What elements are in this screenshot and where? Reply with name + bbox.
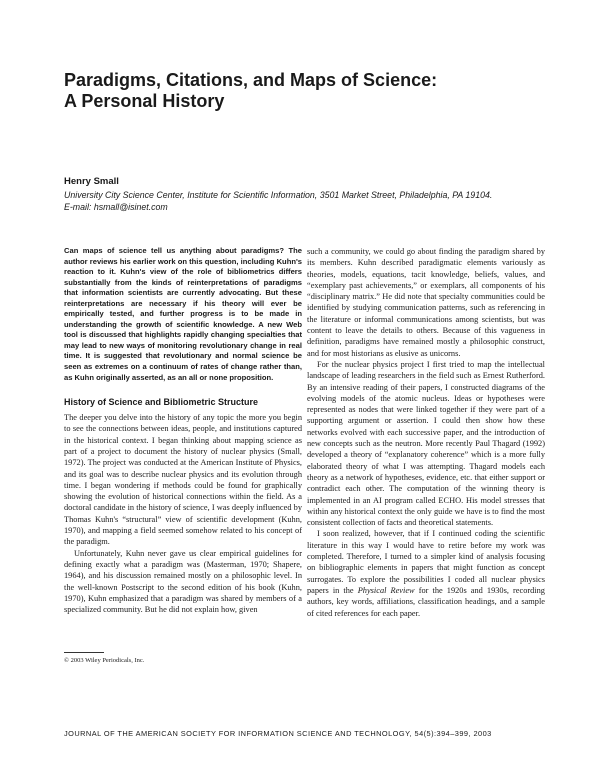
paragraph: such a community, we could go about finding the paradigm shared by its members. Kuhn described paradigmatic elements variously as theories, models, equations, tacit knowledge, beliefs, values, and “exemplary past achievements,” or exemplars, all components of his “disciplinary matrix.” He did note that specialty communities could be identified by studying communication patterns, such as referencing in the literature or informal communications among scientists, but was content to leave the details to others. Because of this vagueness in definition, paradigms have remained mostly a philosophic construct, and for most historians as elusive as unicorns. [307, 247, 545, 358]
paragraph: Unfortunately, Kuhn never gave us clear empirical guidelines for defining exactly what a paradigm was (Masterman, 1970; Shapere, 1964), and his discussion remained mostly on a philosophic level. In the well-known Postscript to the second edition of his book (Kuhn, 1970), Kuhn emphasized that a paradigm was shared by members of a specialized community. But he did not explain how, given [64, 548, 302, 615]
footnote-rule [64, 652, 104, 653]
author-affiliation [64, 189, 554, 213]
left-column-body [64, 412, 302, 615]
running-footer: JOURNAL OF THE AMERICAN SOCIETY FOR INFORMATION SCIENCE AND TECHNOLOGY, 54(5):394–399, 2003 [64, 729, 492, 738]
paragraph: For the nuclear physics project I first tried to map the intellectual landscape of leading researchers in the field such as Ernest Rutherford. By an intensive reading of their papers, I constructed diagrams of the evolving models of the atomic nucleus. Ideas or hypotheses were represented as nodes that were linked together if they were part of a supporting argument or assertion. I could then show how these networks evolved with each successive paper, and the introduction of new concepts such as the neutron. More recently Paul Thagard (1992) developed a theory of “explanatory coherence” which is a more fully elaborated theory of what I was attempting. Thagard models each theory as a network of hypotheses, evidence, etc. that either support or contradict each other. The computation of the winning theory is implemented in an AI program called ECHO. His model stresses that within any historical context the only guide we have is to find the most consistent collection of facts and theoretical statements. [307, 359, 545, 528]
title-line-2: A Personal History [64, 91, 225, 111]
author-email: E-mail: hsmall@isinet.com [64, 202, 168, 212]
abstract: Can maps of science tell us anything about paradigms? The author reviews his earlier work on this question, including Kuhn's reaction to it. Kuhn's view of the role of bibliometrics differs substantially from the kinds of reinterpretations of paradigms that information scientists are currently advocating. But these reinterpretations are necessary if his theory will ever be empirically tested, and further progress is to be made in understanding the growth of scientific knowledge. A new Web tool is discussed that highlights rapidly changing specialties that may lead to new ways of monitoring revolutionary change in real time. It is suggested that revolutionary and normal science be seen as extremes on a continuum of rates of change rather than, as Kuhn originally asserted, as an all or none proposition. [64, 246, 302, 382]
title-line-1: Paradigms, Citations, and Maps of Science: [64, 70, 438, 90]
paragraph-text: for the 1920s and 1930s, recording authors, key words, affiliations, classification headings, and a sample of cited references for each paper. [307, 585, 545, 618]
article-title [64, 70, 544, 112]
affiliation-address: University City Science Center, Institute for Scientific Information, 3501 Market Street, Philadelphia, PA 19104. [64, 190, 493, 200]
right-column-body [307, 246, 545, 619]
left-column [64, 246, 302, 615]
paragraph-text: I soon realized, however, that if I continued coding the scientific literature in this way I would have to retire before my work was completed. Therefore, I turned to a simpler kind of analysis focusing on bibliographic elements in papers that might function as concept surrogates. To explore the possibilities I coded all nuclear physics papers in the [307, 529, 545, 595]
journal-name: Physical Review [357, 585, 415, 595]
right-column [307, 246, 545, 619]
section-heading: History of Science and Bibliometric Structure [64, 397, 259, 408]
paragraph [307, 528, 545, 618]
paragraph: The deeper you delve into the history of any topic the more you begin to see the connections between ideas, people, and institutions captured in the historical context. I began thinking about mapping science as part of a project to document the history of nuclear physics (Small, 1972). The project was conducted at the American Institute of Physics, and its goal was to describe nuclear physics and its evolution through time. I began wondering if methods could be found for graphically showing the evolution of historical connections within the field. As a doctoral candidate in the history of science, I was deeply influenced by Thomas Kuhn's “structural” view of scientific development (Kuhn, 1970), and mapping a field seemed somehow related to his concept of the paradigm. [64, 413, 302, 547]
copyright-footnote: © 2003 Wiley Periodicals, Inc. [64, 657, 145, 664]
author-name: Henry Small [64, 176, 119, 187]
